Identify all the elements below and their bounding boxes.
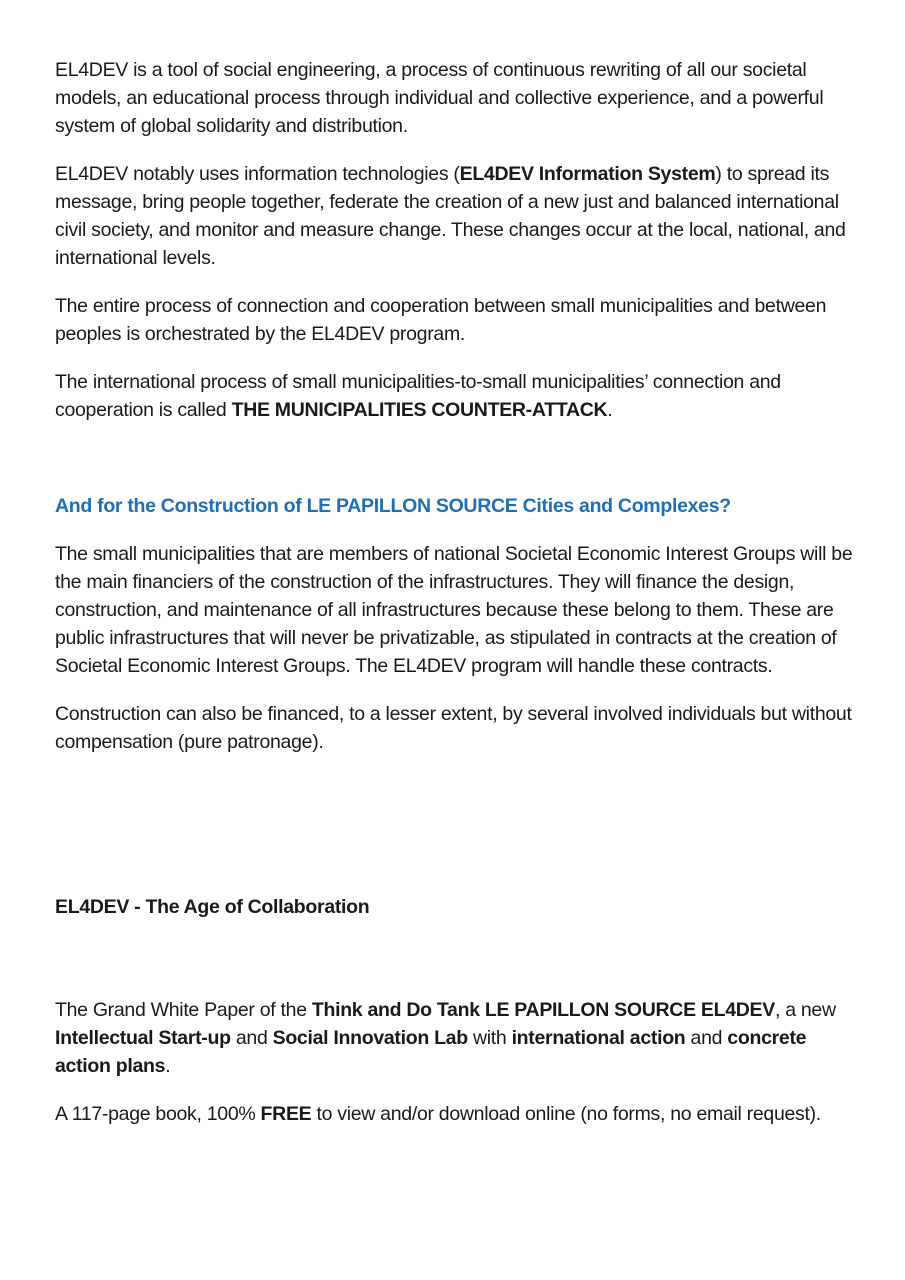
- text-segment: The international process of small municipalities-to-small municipalities’ connection and cooperation is called: [55, 371, 781, 421]
- text-segment: The Grand White Paper of the: [55, 999, 312, 1021]
- spacer: [55, 776, 855, 893]
- text-segment: and: [230, 1027, 273, 1049]
- bold-international-action: international action: [511, 1027, 686, 1049]
- bold-counter-attack: THE MUNICIPALITIES COUNTER-ATTACK: [231, 399, 608, 421]
- paragraph-information-technologies: [55, 160, 855, 272]
- bold-social-innovation-lab: Social Innovation Lab: [272, 1027, 468, 1049]
- spacer: [55, 921, 855, 996]
- heading-construction: And for the Construction of LE PAPILLON SOURCE Cities and Complexes?: [55, 495, 731, 517]
- text-segment: with: [467, 1027, 512, 1049]
- paragraph-municipalities-counter-attack: [55, 368, 855, 424]
- text-segment: and: [685, 1027, 728, 1049]
- paragraph-free-book: [55, 1100, 855, 1128]
- paragraph-el4dev-intro: EL4DEV is a tool of social engineering, a process of continuous rewriting of all our societal models, an educational process through individual and collective experience, and a powerful system of global solidarity and distribution.: [55, 59, 824, 137]
- paragraph-patronage: Construction can also be financed, to a lesser extent, by several involved individuals but without compensation (pure patronage).: [55, 703, 852, 753]
- bold-think-and-do-tank: Think and Do Tank LE PAPILLON SOURCE EL4DEV: [311, 999, 775, 1021]
- spacer: [55, 520, 855, 540]
- bold-concrete-action-plans: concrete action plans: [55, 1027, 807, 1077]
- bold-free: FREE: [260, 1103, 312, 1125]
- text-segment: .: [165, 1055, 171, 1077]
- text-segment: ) to spread its message, bring people together, federate the creation of a new just and balanced international civil society, and monitor and measure change. These changes occur at the local, national, and international levels.: [55, 163, 846, 269]
- text-segment: .: [607, 399, 613, 421]
- spacer: [55, 444, 855, 492]
- document-page: [55, 56, 855, 1148]
- bold-intellectual-start-up: Intellectual Start-up: [55, 1027, 231, 1049]
- text-segment: to view and/or download online (no forms, no email request).: [311, 1103, 821, 1125]
- text-segment: EL4DEV notably uses information technologies (: [55, 163, 460, 185]
- text-segment: , a new: [774, 999, 836, 1021]
- paragraph-connection-cooperation: The entire process of connection and cooperation between small municipalities and between peoples is orchestrated by the EL4DEV program.: [55, 295, 827, 345]
- paragraph-white-paper: [55, 996, 855, 1080]
- paragraph-financiers: The small municipalities that are members of national Societal Economic Interest Groups will be the main financiers of the construction of the infrastructures. They will finance the design, construction, and maintenance of all infrastructures because these belong to them. These are public infrastructures that will never be privatizable, as stipulated in contracts at the creation of Societal Economic Interest Groups. The EL4DEV program will handle these contracts.: [55, 543, 853, 677]
- bold-el4dev-information-system: EL4DEV Information System: [459, 163, 716, 185]
- heading-age-of-collaboration: EL4DEV - The Age of Collaboration: [55, 896, 370, 918]
- text-segment: A 117-page book, 100%: [55, 1103, 261, 1125]
